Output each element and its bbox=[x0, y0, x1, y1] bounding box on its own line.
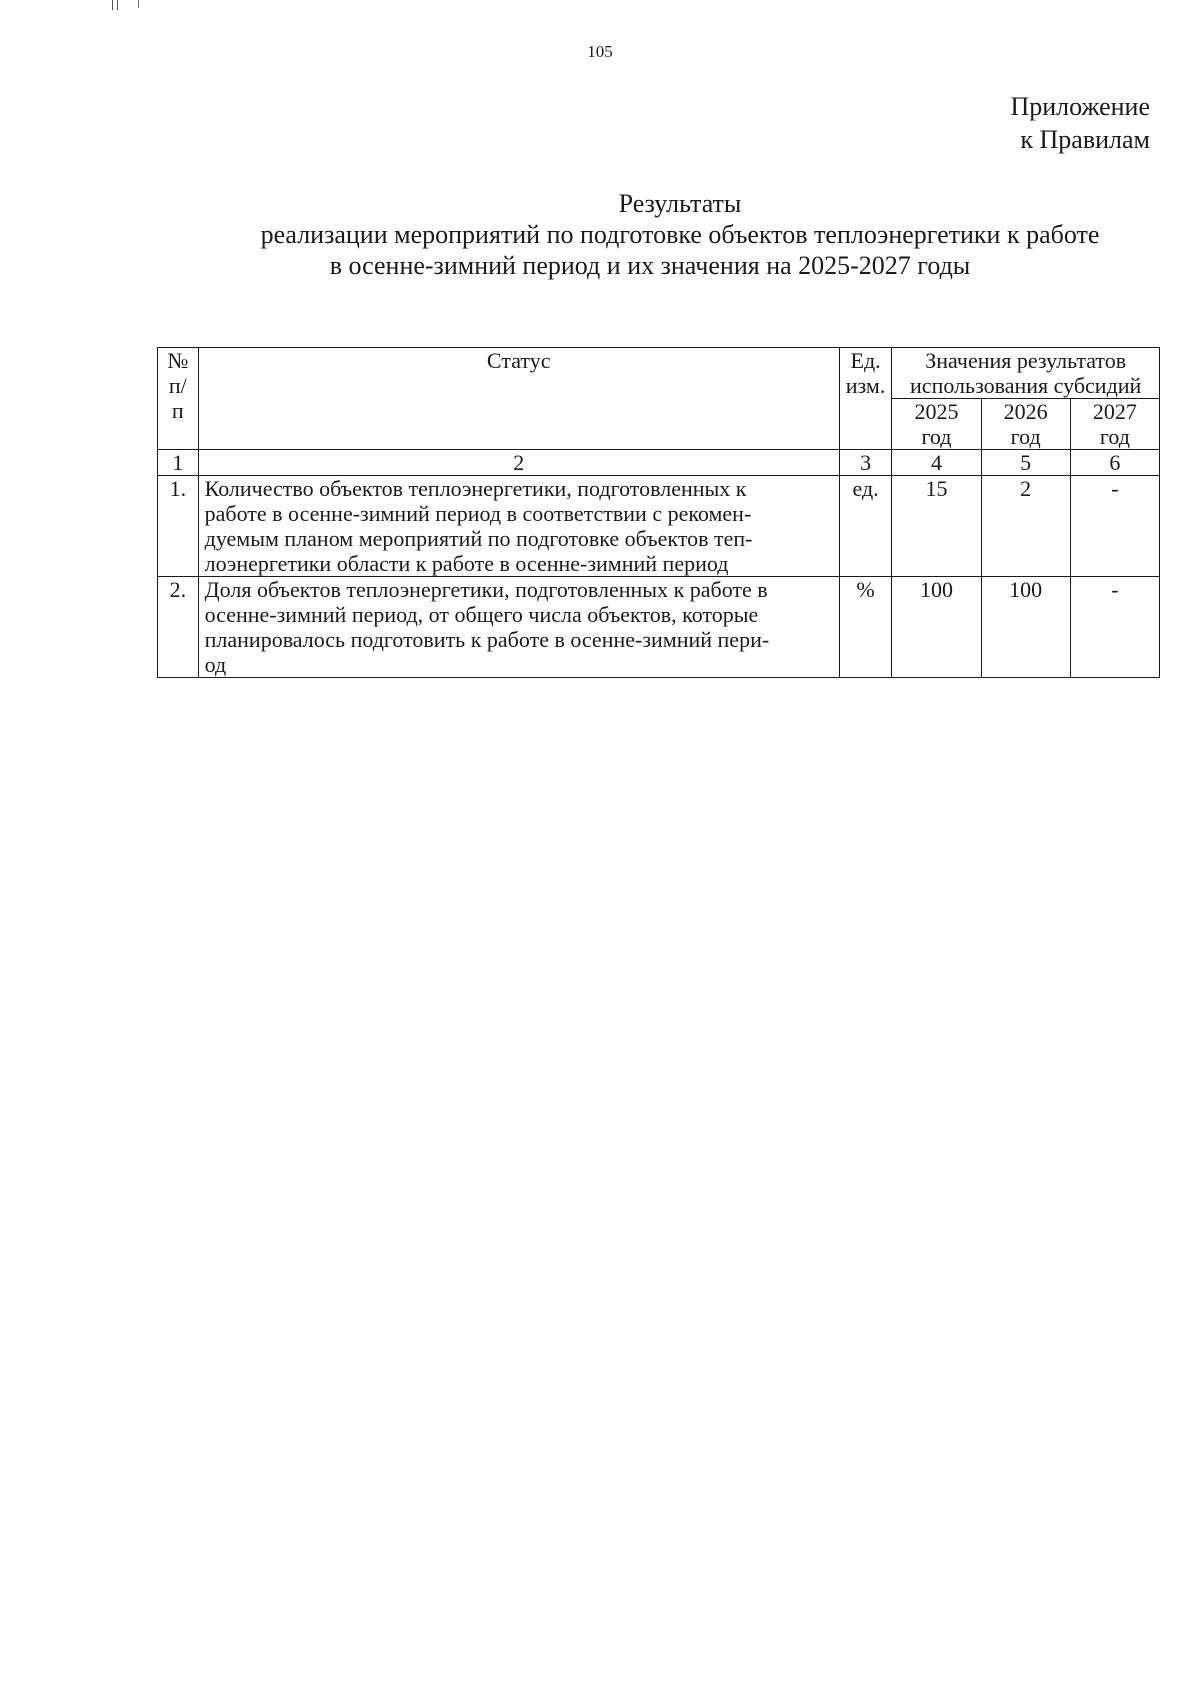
header-values-line-1: Значения результатов bbox=[925, 348, 1127, 373]
title-line-2: реализации мероприятий по подготовке объектов теплоэнергетики к работе bbox=[260, 220, 1100, 249]
row-value-2025: 100 bbox=[892, 577, 981, 678]
row-status bbox=[198, 577, 839, 678]
row-status-line: Доля объектов теплоэнергетики, подготовленных к работе в bbox=[204, 577, 768, 602]
row-num: 1. bbox=[158, 476, 199, 577]
header-row bbox=[158, 348, 1160, 399]
scan-mark bbox=[117, 0, 118, 10]
header-status: Статус bbox=[198, 348, 839, 450]
header-year-2027 bbox=[1070, 399, 1159, 450]
row-value-2025: 15 bbox=[892, 476, 981, 577]
row-status-line: планировалось подготовить к работе в осенне-зимний пери- bbox=[204, 627, 770, 652]
row-status-line: дуемым планом мероприятий по подготовке объектов теп- bbox=[204, 526, 753, 551]
row-unit: ед. bbox=[839, 476, 892, 577]
title-line-1: Результаты bbox=[618, 189, 742, 218]
appendix-line-1: Приложение bbox=[1010, 92, 1150, 121]
table-row bbox=[158, 476, 1160, 577]
index-cell: 3 bbox=[839, 450, 892, 476]
header-year-2025 bbox=[892, 399, 981, 450]
index-cell: 1 bbox=[158, 450, 199, 476]
row-status-line: работе в осенне-зимний период в соответствии с рекомен- bbox=[204, 501, 752, 526]
header-year-2026-line-2: год bbox=[1010, 424, 1041, 449]
header-num-line-2: п/п bbox=[168, 373, 187, 423]
header-num bbox=[158, 348, 199, 450]
row-status-line: Количество объектов теплоэнергетики, подготовленных к bbox=[204, 476, 747, 501]
page-number: 105 bbox=[587, 42, 613, 61]
header-unit bbox=[839, 348, 892, 450]
header-year-2025-line-1: 2025 bbox=[914, 399, 959, 424]
row-value-2026: 100 bbox=[981, 577, 1070, 678]
header-year-2026 bbox=[981, 399, 1070, 450]
document-title bbox=[200, 188, 1160, 281]
header-values-line-2: использования субсидий bbox=[910, 373, 1142, 398]
results-table bbox=[157, 347, 1160, 678]
appendix-label bbox=[1010, 90, 1150, 156]
header-unit-line-2: изм. bbox=[845, 373, 886, 398]
index-cell: 4 bbox=[892, 450, 981, 476]
header-num-line-1: № bbox=[167, 348, 189, 373]
index-cell: 5 bbox=[981, 450, 1070, 476]
title-line-3: в осенне-зимний период и их значения на 2025-2027 годы bbox=[329, 251, 971, 280]
header-year-2027-line-2: год bbox=[1099, 424, 1130, 449]
row-status bbox=[198, 476, 839, 577]
row-status-line: лоэнергетики области к работе в осенне-зимний период bbox=[204, 551, 729, 576]
scan-mark bbox=[138, 0, 139, 8]
header-year-2027-line-1: 2027 bbox=[1092, 399, 1137, 424]
index-row bbox=[158, 450, 1160, 476]
row-value-2027: - bbox=[1070, 577, 1159, 678]
header-year-2026-line-1: 2026 bbox=[1003, 399, 1048, 424]
appendix-line-2: к Правилам bbox=[1020, 125, 1150, 154]
row-unit: % bbox=[839, 577, 892, 678]
row-num: 2. bbox=[158, 577, 199, 678]
index-cell: 6 bbox=[1070, 450, 1159, 476]
scan-mark bbox=[112, 0, 113, 10]
row-status-line: осенне-зимний период, от общего числа объектов, которые bbox=[204, 602, 759, 627]
index-cell: 2 bbox=[198, 450, 839, 476]
row-value-2026: 2 bbox=[981, 476, 1070, 577]
header-unit-line-1: Ед. bbox=[850, 348, 881, 373]
header-year-2025-line-2: год bbox=[921, 424, 952, 449]
header-values bbox=[892, 348, 1160, 399]
row-value-2027: - bbox=[1070, 476, 1159, 577]
table-row bbox=[158, 577, 1160, 678]
row-status-line: од bbox=[204, 652, 227, 677]
